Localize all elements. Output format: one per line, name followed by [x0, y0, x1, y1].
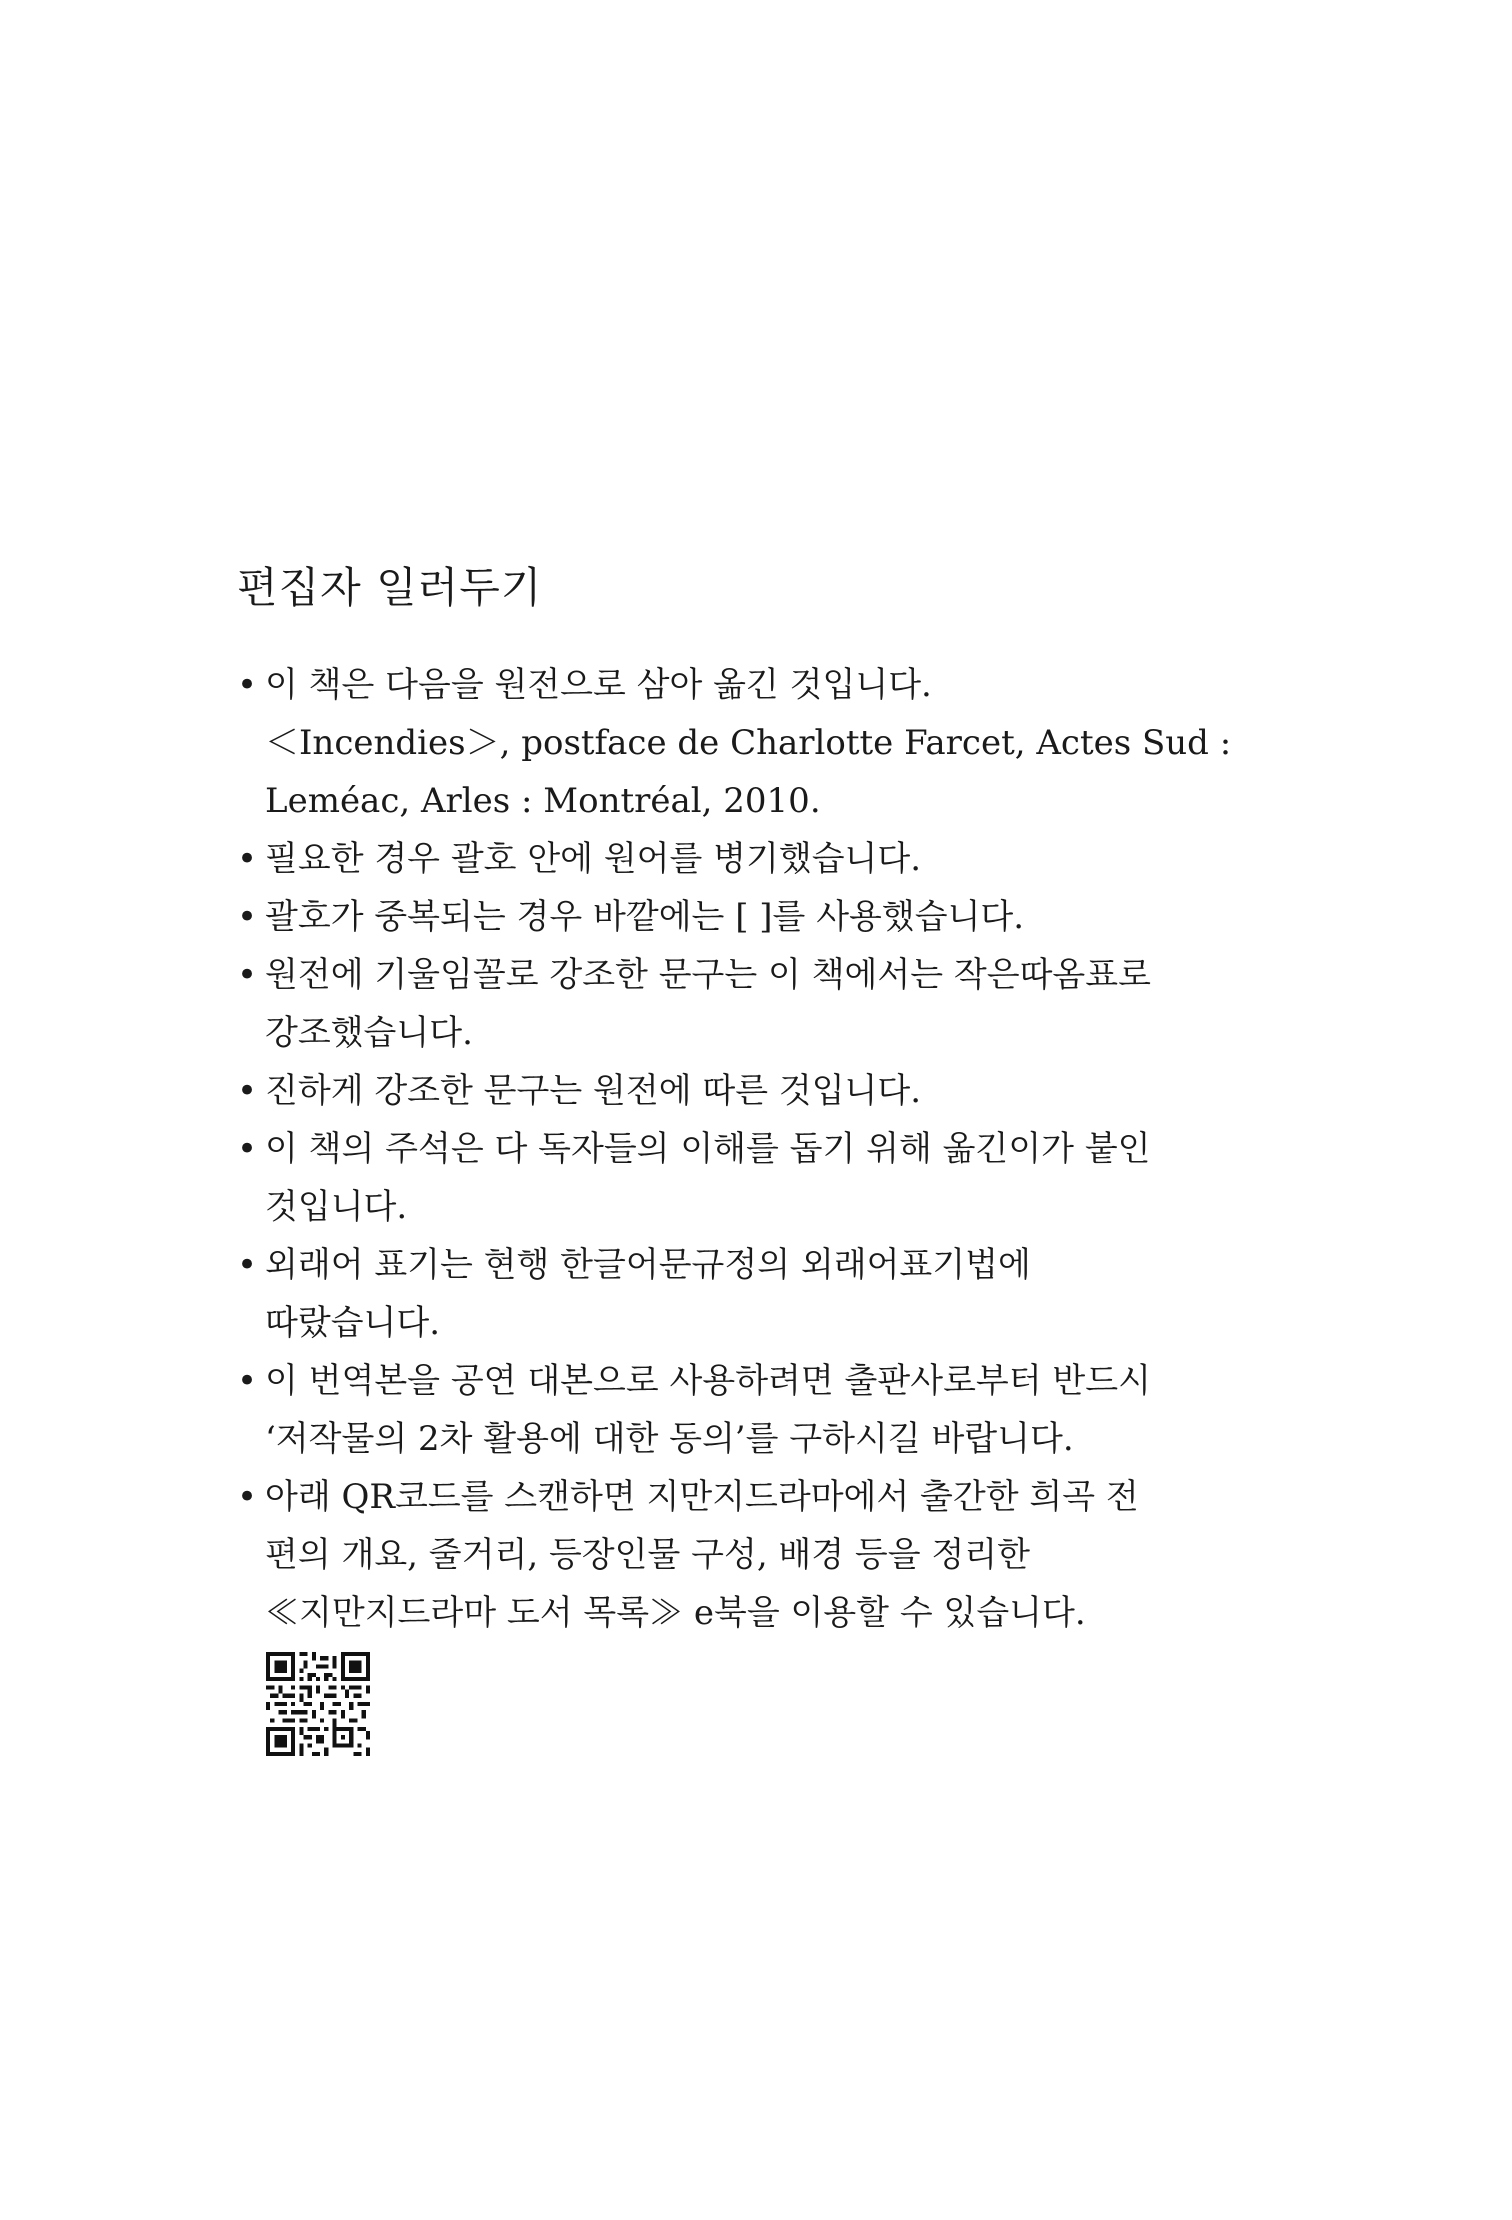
note-line: 원전에 기울임꼴로 강조한 문구는 이 책에서는 작은따옴표로 — [265, 955, 1151, 995]
note-line: 것입니다. — [265, 1187, 408, 1227]
note-line: Leméac, Arles : Montréal, 2010. — [265, 781, 821, 821]
list-item — [237, 1236, 1157, 1352]
note-line: 이 책의 주석은 다 독자들의 이해를 돕기 위해 옮긴이가 붙인 — [265, 1129, 1151, 1169]
list-item — [237, 830, 1157, 888]
list-item — [237, 656, 1232, 830]
list-item — [237, 1352, 1157, 1468]
bullet: • — [237, 839, 258, 879]
list-item — [237, 888, 1157, 946]
note-line: 아래 QR코드를 스캔하면 지만지드라마에서 출간한 희곡 전 — [265, 1477, 1139, 1517]
bullet: • — [237, 897, 258, 937]
note-line: ‘저작물의 2차 활용에 대한 동의’를 구하시길 바랍니다. — [265, 1419, 1074, 1459]
bullet: • — [237, 1361, 258, 1401]
note-line: 이 책은 다음을 원전으로 삼아 옮긴 것입니다. — [265, 665, 932, 705]
list-item — [237, 946, 1157, 1062]
note-line: 이 번역본을 공연 대본으로 사용하려면 출판사로부터 반드시 — [265, 1361, 1151, 1401]
qr-code-icon — [266, 1652, 370, 1756]
page-title: 편집자 일러두기 — [237, 563, 543, 612]
list-item — [237, 1468, 1157, 1642]
bullet: • — [237, 1477, 258, 1517]
note-line: 외래어 표기는 현행 한글어문규정의 외래어표기법에 — [265, 1245, 1031, 1285]
bullet: • — [237, 665, 258, 705]
bullet: • — [237, 955, 258, 995]
note-line: 편의 개요, 줄거리, 등장인물 구성, 배경 등을 정리한 — [265, 1535, 1030, 1575]
bullet: • — [237, 1071, 258, 1111]
bullet: • — [237, 1245, 258, 1285]
note-line: 필요한 경우 괄호 안에 원어를 병기했습니다. — [265, 839, 922, 879]
list-item — [237, 1120, 1157, 1236]
note-line: 강조했습니다. — [265, 1013, 473, 1053]
note-line: 괄호가 중복되는 경우 바깥에는 [ ]를 사용했습니다. — [265, 897, 1025, 937]
bullet: • — [237, 1129, 258, 1169]
list-item — [237, 1062, 1157, 1120]
note-line: 따랐습니다. — [265, 1303, 441, 1343]
note-line: ＜Incendies＞, postface de Charlotte Farcet, Actes Sud : — [265, 723, 1232, 763]
note-line: 진하게 강조한 문구는 원전에 따른 것입니다. — [265, 1071, 922, 1111]
editorial-notes-list — [237, 656, 1232, 1642]
note-line: ≪지만지드라마 도서 목록≫ e북을 이용할 수 있습니다. — [265, 1593, 1086, 1633]
